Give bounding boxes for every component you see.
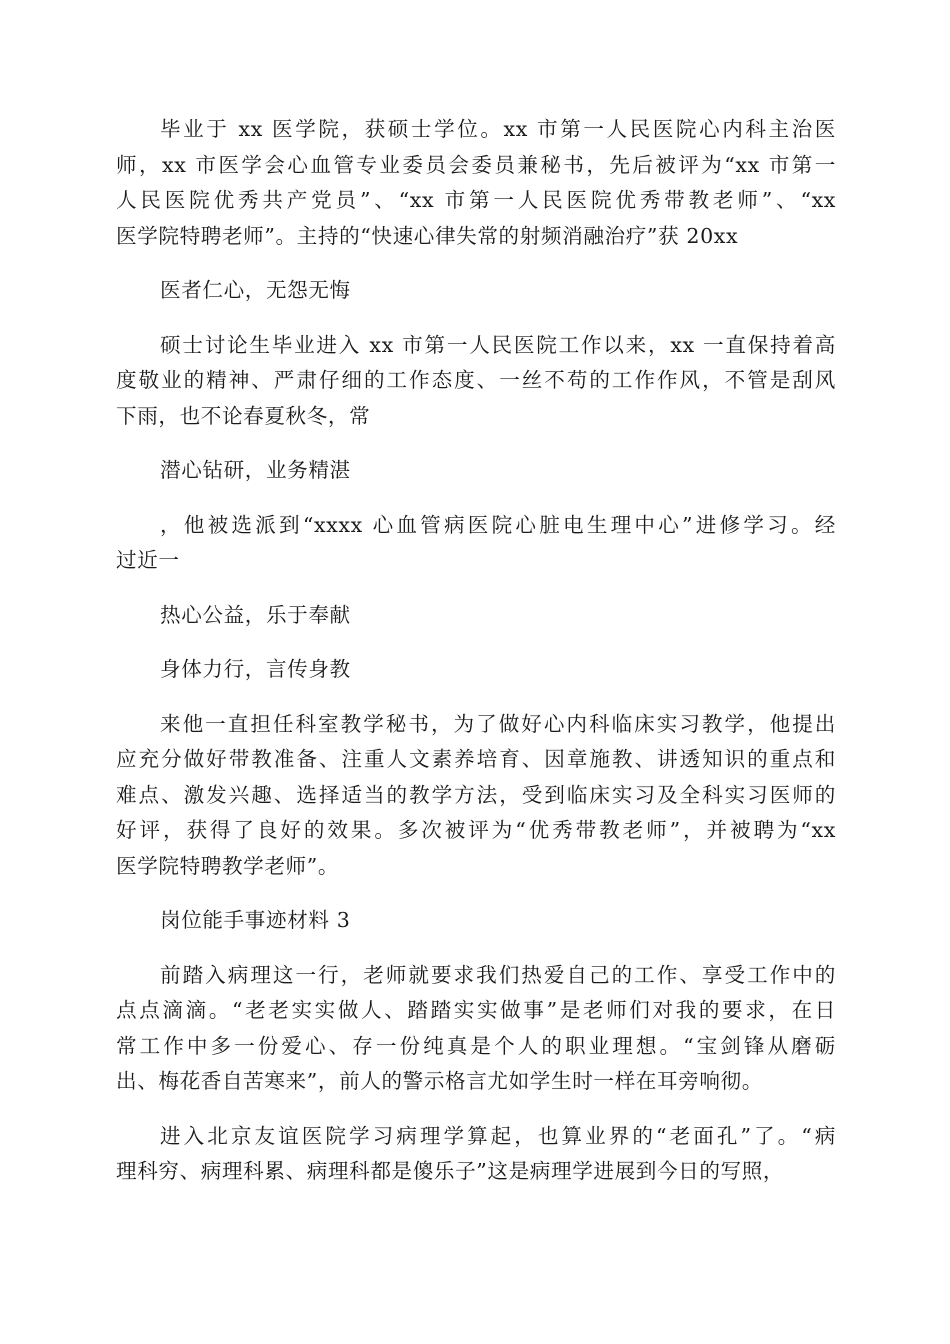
paragraph-line: 来他一直担任科室教学秘书，为了做好心内科临床实习教学，他提出: [160, 711, 836, 736]
paragraph-line: 人民医院优秀共产党员”、“xx 市第一人民医院优秀带教老师”、“xx: [116, 188, 836, 212]
paragraph-line: 点点滴滴。“老老实实做人、踏踏实实做事”是老师们对我的要求，在日: [116, 998, 836, 1022]
paragraph: [116, 328, 836, 435]
document-body: [116, 112, 836, 1209]
paragraph-line: 难点、激发兴趣、选择适当的教学方法，受到临床实习及全科实习医师的: [116, 782, 836, 807]
paragraph-line: 进入北京友谊医院学习病理学算起，也算业界的“老面孔”了。“病: [160, 1123, 836, 1148]
paragraph-line: 师，xx 市医学会心血管专业委员会委员兼秘书，先后被评为“xx 市第一: [116, 152, 836, 177]
paragraph-line: 硕士讨论生毕业进入 xx 市第一人民医院工作以来，xx 一直保持着高: [160, 332, 836, 357]
paragraph-line: 好评，获得了良好的效果。多次被评为“优秀带教老师”，并被聘为“xx: [116, 818, 836, 842]
paragraph-line: 医学院特聘教学老师”。: [116, 853, 340, 878]
paragraph-line: 下雨，也不论春夏秋冬，常: [116, 403, 371, 428]
paragraph-line: 应充分做好带教准备、注重人文素养培育、因章施教、讲透知识的重点和: [116, 747, 836, 771]
paragraph: [116, 707, 836, 885]
paragraph-line: 度敬业的精神、严肃仔细的工作态度、一丝不苟的工作作风，不管是刮风: [116, 368, 836, 392]
section-heading: 身体力行，言传身教: [160, 657, 351, 681]
paragraph-line: 前踏入病理这一行，老师就要求我们热爱自己的工作、享受工作中的: [160, 962, 836, 987]
paragraph-line: 常工作中多一份爱心、存一份纯真是个人的职业理想。“宝剑锋从磨砺: [116, 1033, 836, 1058]
section-heading: 潜心钻研，业务精湛: [160, 458, 351, 482]
paragraph-line: 理科穷、病理科累、病理科都是傻乐子”这是病理学进展到今日的写照，: [116, 1159, 785, 1183]
paragraph-line: 医学院特聘老师”。主持的“快速心律失常的射频消融治疗”获 20xx: [116, 223, 739, 248]
paragraph-line: ，他被选派到“xxxx 心血管病医院心脏电生理中心”进修学习。经: [160, 512, 836, 537]
paragraph-line: 过近一: [116, 548, 180, 572]
paragraph: [116, 508, 836, 579]
paragraph-line: 出、梅花香自苦寒来”，前人的警示格言尤如学生时一样在耳旁响彻。: [116, 1069, 763, 1093]
section-heading: 岗位能手事迹材料 3: [160, 908, 351, 932]
paragraph: [116, 112, 836, 254]
paragraph: [116, 958, 836, 1100]
section-heading: 热心公益，乐于奉献: [160, 602, 351, 627]
paragraph: [116, 1119, 836, 1190]
section-heading: 医者仁心，无怨无悔: [160, 278, 351, 302]
paragraph-line: 毕业于 xx 医学院，获硕士学位。xx 市第一人民医院心内科主治医: [160, 117, 836, 141]
